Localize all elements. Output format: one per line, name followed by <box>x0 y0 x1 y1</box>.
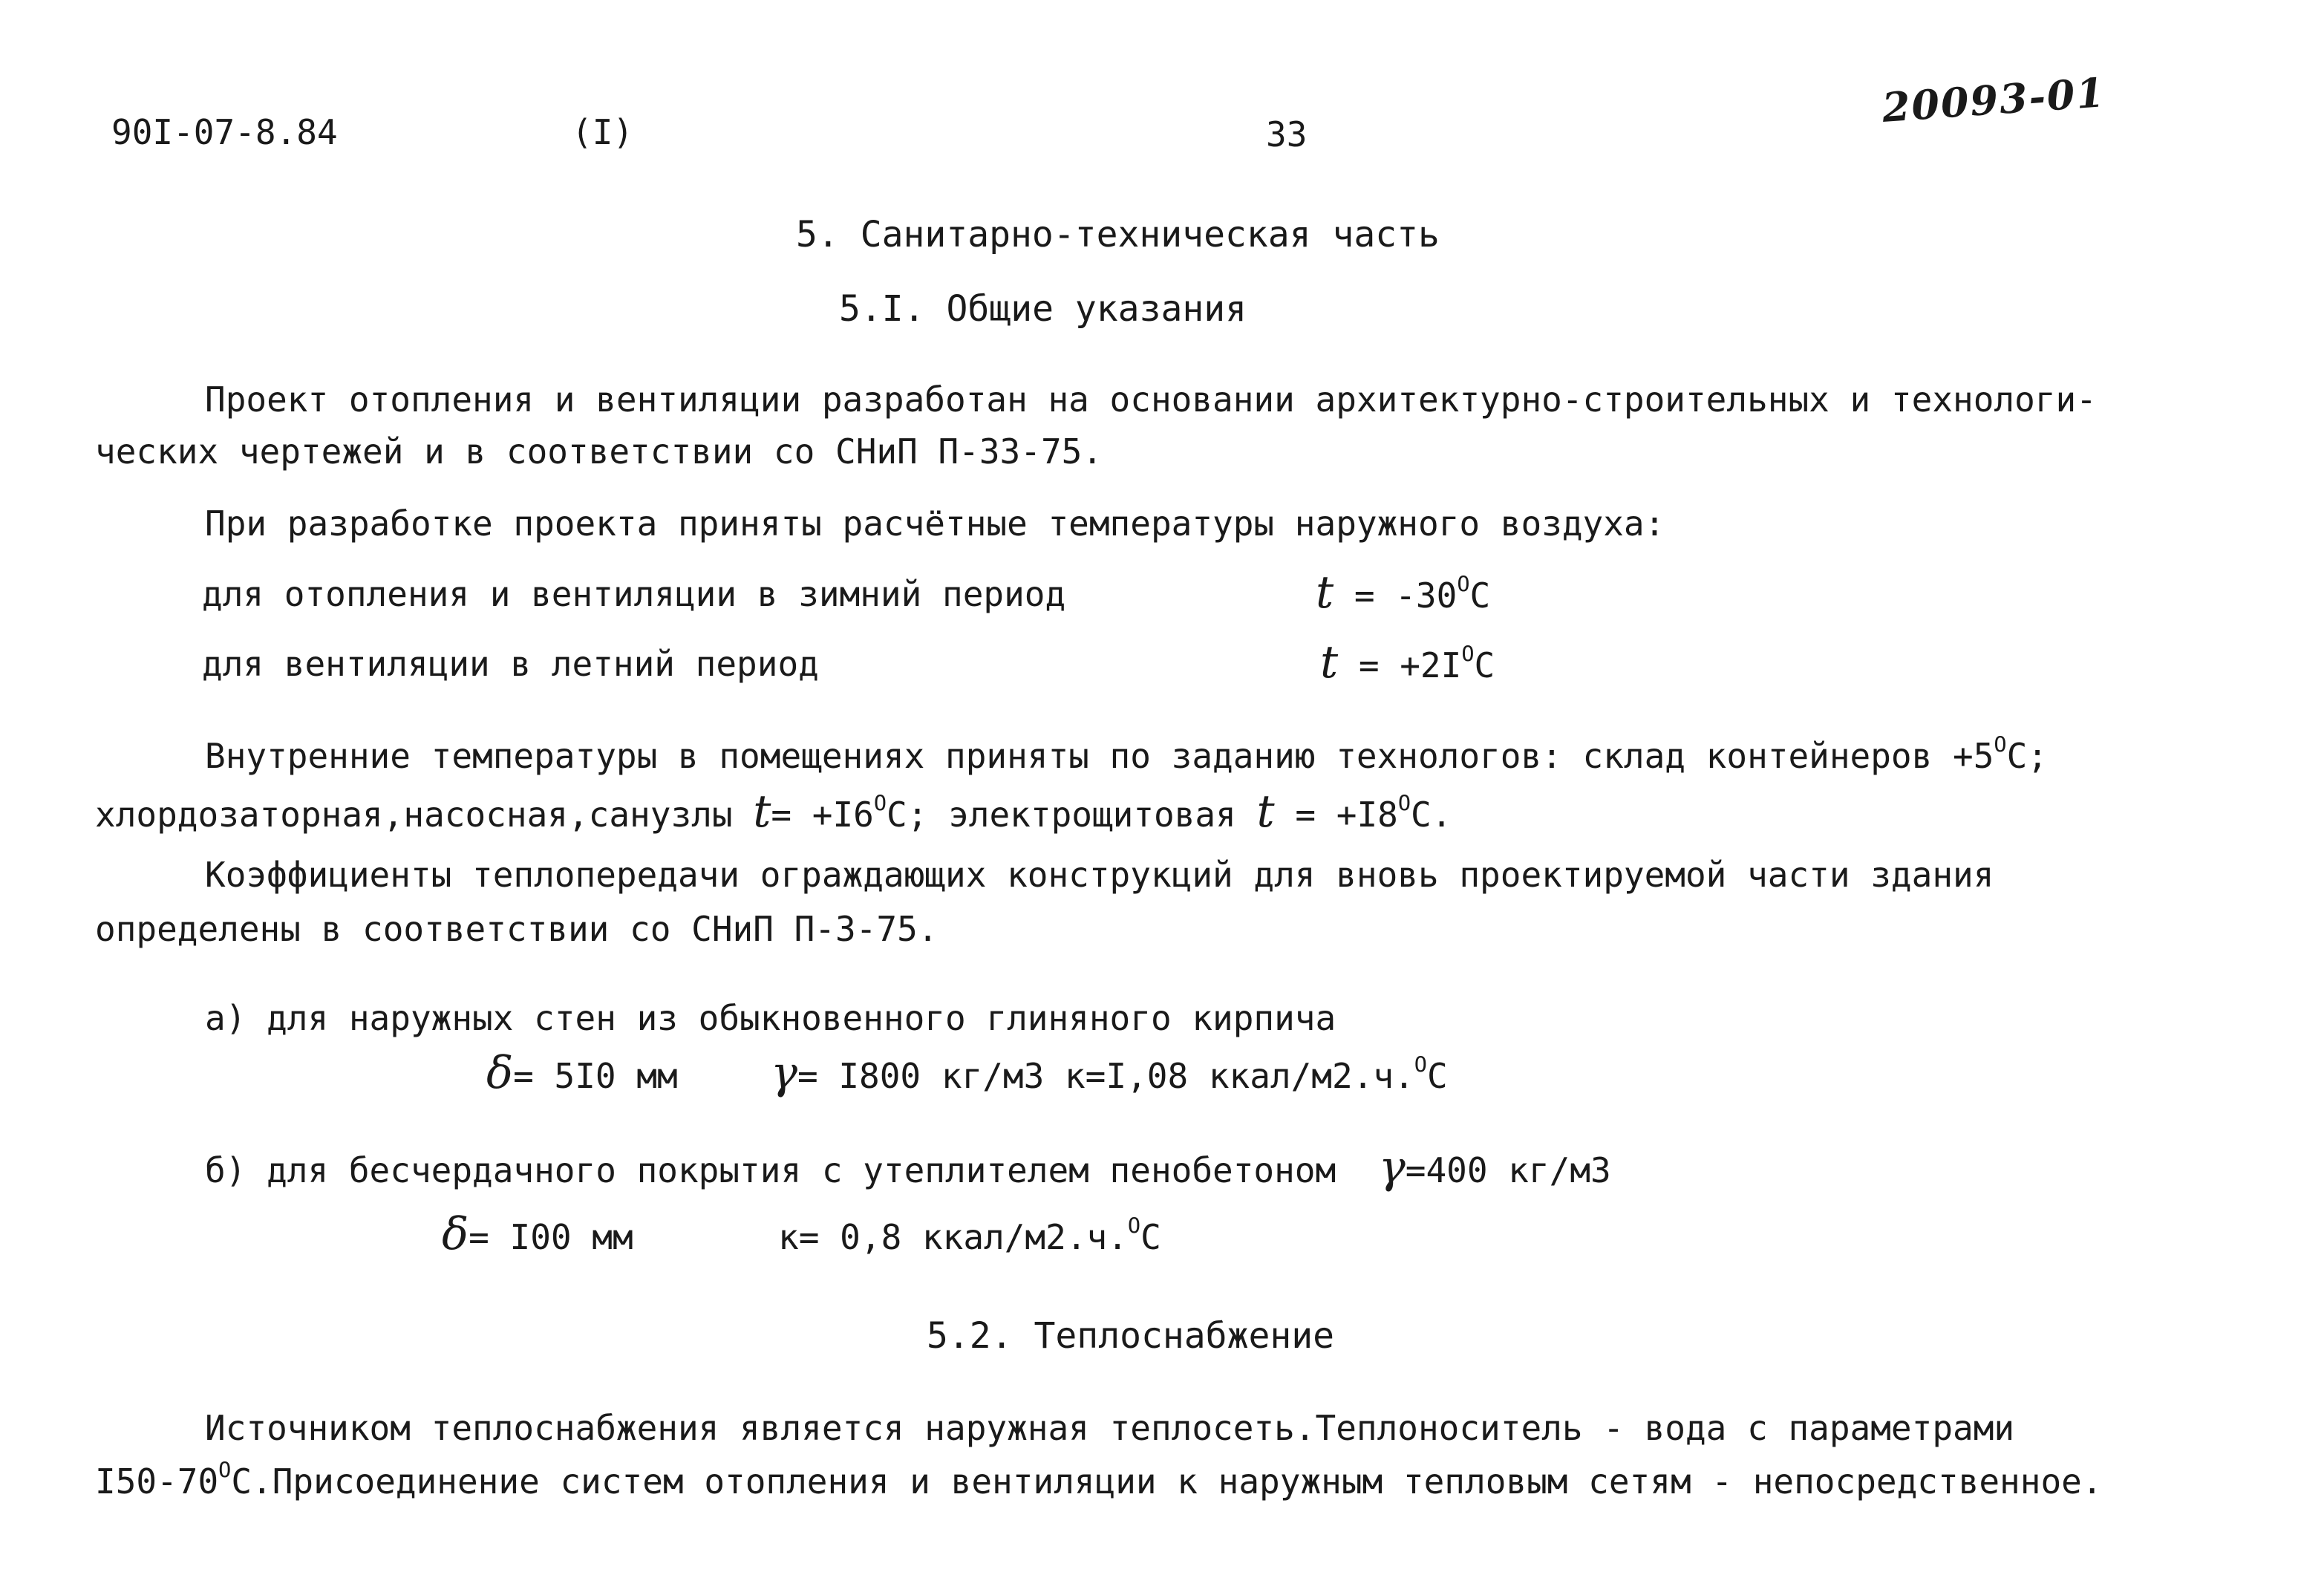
temperature-symbol: t <box>1256 786 1275 838</box>
degree-sign: O <box>1457 572 1470 597</box>
paragraph-line: ческих чертежей и в соответствии со СНиП П-33-75. <box>95 431 1103 472</box>
summer-temperature-label: для вентиляции в летний период <box>202 644 819 684</box>
document-code: 90I-07-8.84 <box>111 112 338 152</box>
text: С; <box>2006 736 2048 776</box>
text: = 5I0 мм <box>513 1056 678 1096</box>
degree-sign: O <box>1397 791 1411 816</box>
temperature-symbol: t <box>1320 636 1339 688</box>
paragraph-line <box>205 732 2048 776</box>
text: хлордозаторная,насосная,санузлы <box>95 795 733 835</box>
paragraph-line: Коэффициенты теплопередачи ограждающих конструкций для вновь проектируемой части здания <box>205 855 1994 895</box>
paragraph-line: При разработке проекта приняты расчётные температуры наружного воздуха: <box>205 503 1665 544</box>
degree-sign: O <box>1127 1213 1141 1239</box>
text: к= 0,8 ккал/м2.ч. <box>778 1217 1128 1257</box>
value-text: = -30 <box>1354 576 1458 616</box>
text: = +I8 <box>1295 795 1398 835</box>
subsection-title-heat-supply: 5.2. Теплоснабжение <box>927 1315 1335 1357</box>
text: = I800 кг/м3 к=I,08 ккал/м2.ч. <box>797 1056 1414 1096</box>
section-title: 5. Санитарно-техническая часть <box>796 214 1440 255</box>
handwritten-number: 20093-01 <box>1880 68 2107 131</box>
text: Внутренние температуры в помещениях приняты по заданию технологов: склад контейнеров +5 <box>205 736 1994 776</box>
page-number: 33 <box>1266 114 1308 154</box>
text: С. <box>1411 795 1452 835</box>
paragraph-line <box>95 786 1452 838</box>
paragraph-line: определены в соответствии со СНиП П-3-75. <box>95 909 939 949</box>
temperature-symbol: t <box>753 786 771 838</box>
text: = +I6 <box>771 795 874 835</box>
part-number: (I) <box>572 112 634 152</box>
winter-temperature-label: для отопления и вентиляции в зимний период <box>202 574 1066 614</box>
subsection-title-general: 5.I. Общие указания <box>839 288 1247 330</box>
unit-text: С <box>1469 576 1491 616</box>
list-item-a-values <box>486 1047 1448 1099</box>
list-item-b <box>205 1141 1611 1193</box>
winter-temperature-value <box>1316 567 1491 619</box>
text: С.Присоединение систем отопления и вентиляции к наружным тепловым сетям - непосредственное. <box>231 1461 2103 1502</box>
list-item-a: а) для наружных стен из обыкновенного глиняного кирпича <box>205 998 1336 1038</box>
paragraph-line: Источником теплоснабжения является наружная теплосеть.Теплоноситель - вода с параметрами <box>205 1408 2015 1448</box>
paragraph-line <box>95 1458 2103 1502</box>
unit-text: С <box>1140 1217 1161 1257</box>
text: = I00 мм <box>469 1217 633 1257</box>
text: =400 кг/м3 <box>1405 1150 1611 1190</box>
degree-sign: O <box>218 1458 232 1483</box>
delta-symbol: δ <box>486 1047 514 1099</box>
degree-sign: O <box>1414 1052 1427 1077</box>
summer-temperature-value <box>1320 636 1495 688</box>
gamma-symbol: γ <box>1378 1141 1406 1193</box>
degree-sign: O <box>1461 642 1475 667</box>
text: б) для бесчердачного покрытия с утеплителем пенобетоном <box>205 1150 1336 1190</box>
paragraph-line: Проект отопления и вентиляции разработан на основании архитектурно-строительных и технологи- <box>205 379 2097 420</box>
degree-sign: O <box>1994 732 2007 757</box>
delta-symbol: δ <box>442 1208 469 1260</box>
gamma-symbol: γ <box>771 1047 797 1099</box>
temperature-symbol: t <box>1316 567 1334 619</box>
list-item-b-values <box>442 1208 1161 1260</box>
degree-sign: O <box>873 791 887 816</box>
text: С; электрощитовая <box>887 795 1236 835</box>
unit-text: С <box>1426 1056 1448 1096</box>
unit-text: С <box>1474 645 1495 685</box>
value-text: = +2I <box>1358 645 1462 685</box>
text: I50-70 <box>95 1461 219 1502</box>
